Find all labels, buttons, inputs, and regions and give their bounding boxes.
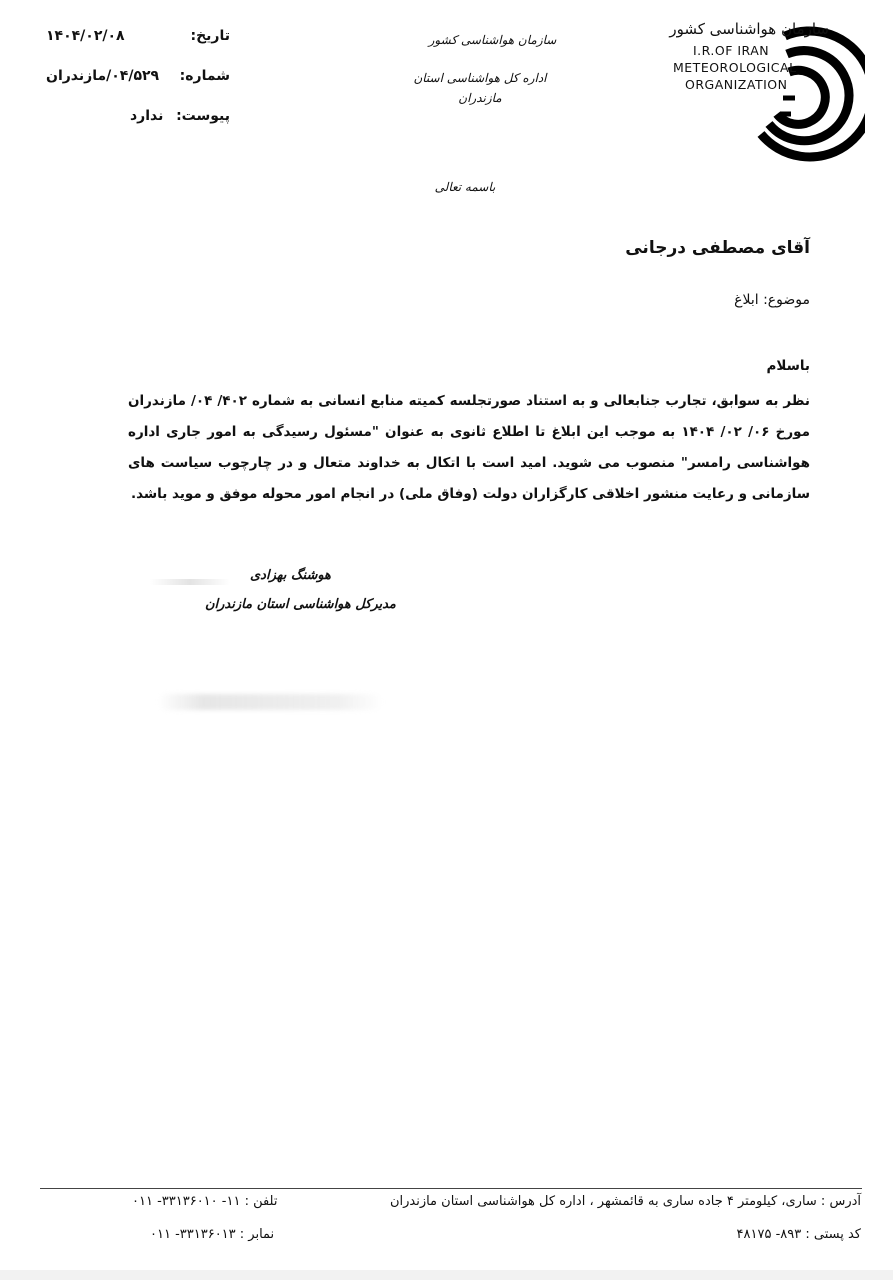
letterhead-line1: سازمان هواشناسی کشور [428, 33, 557, 47]
letterhead-line2: اداره کل هواشناسی استان مازندران [413, 71, 547, 105]
bismillah: باسمه تعالی [434, 180, 496, 194]
logo-org-name-en [673, 42, 797, 93]
attachment-label: پیوست: [176, 108, 230, 124]
letter-meta [40, 28, 230, 148]
logo-en-line3: ORGANIZATION [685, 77, 788, 92]
logo-en-line2: METEOROLOGICAL [673, 60, 797, 75]
page-bottom-edge [0, 1270, 893, 1280]
logo-en-line1: I.R.OF IRAN [693, 43, 770, 58]
logo-org-name-fa: سازمان هواشناسی کشور [669, 20, 829, 38]
signatory-title: مدیرکل هواشناسی استان مازندران [205, 597, 396, 612]
letter-body: نظر به سوابق، تجارب جنابعالی و به استناد صورتجلسه کمیته منابع انسانی به شماره ۴۰۲/ ۰۴/ مازندران مورخ ۰۶/ ۰۲/ ۱۴۰۴ به موجب این ابلاغ تا اطلاع ثانوی به عنوان "مسئول رسیدگی به امور جاری اداره هواشناسی رامسر" منصوب می شوید. امید است با اتکال به خداوند متعال و در چارچوب سیاست های سازمانی و رعایت منشور اخلاقی کارگزاران دولت (وفاق ملی) در انجام امور محوله موفق و موید باشد. [128, 393, 810, 502]
footer-fax: نمابر : ۳۳۱۳۶۰۱۳- ۰۱۱ [150, 1227, 275, 1242]
subject: موضوع: ابلاغ [734, 292, 810, 308]
greeting: باسلام [766, 358, 810, 374]
attachment-value: ندارد [130, 108, 164, 124]
date-value: ۱۴۰۴/۰۲/۰۸ [46, 28, 125, 44]
signature-redaction [150, 579, 230, 585]
meta-date-row [40, 28, 230, 68]
meta-attachment-row [40, 108, 230, 148]
letterhead [400, 30, 560, 108]
footer-phone: تلفن : ۱۱- ۳۳۱۳۶۰۱۰- ۰۱۱ [132, 1194, 278, 1209]
footer-address: آدرس : ساری، کیلومتر ۴ جاده ساری به قائمشهر ، اداره کل هواشناسی استان مازندران [389, 1194, 861, 1209]
stamp-redaction [158, 694, 383, 710]
signatory-name: هوشنگ بهزادی [250, 568, 331, 583]
recipient: آقای مصطفی درجانی [625, 238, 810, 258]
footer-postal-code: کد پستی : ۸۹۳- ۴۸۱۷۵ [736, 1227, 861, 1242]
number-value: ۰۴/۵۲۹/مازندران [46, 68, 160, 84]
organization-logo [665, 12, 865, 172]
date-label: تاریخ: [190, 28, 230, 44]
number-label: شماره: [179, 68, 230, 84]
footer-divider [40, 1188, 862, 1189]
meta-number-row [40, 68, 230, 108]
